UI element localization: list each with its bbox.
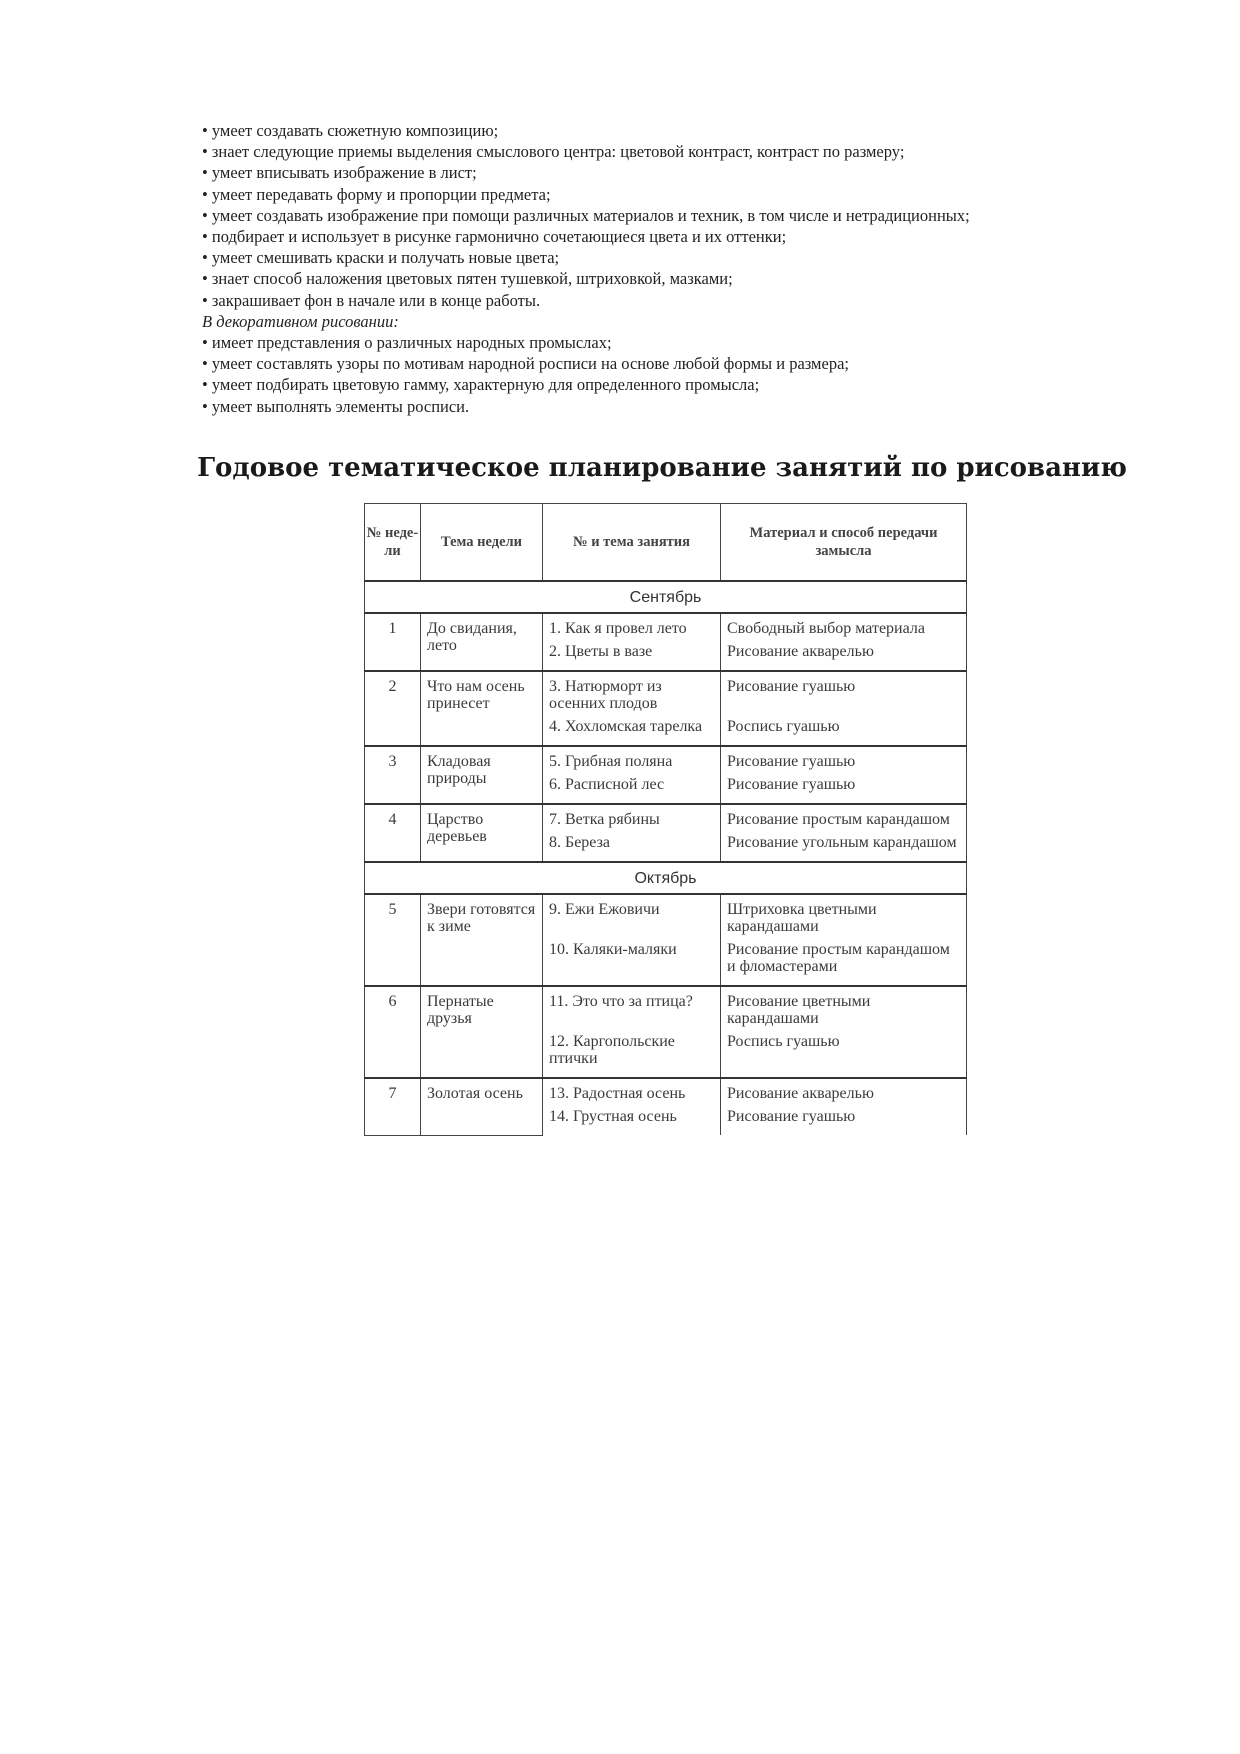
week-theme: Царство деревьев bbox=[421, 804, 543, 862]
week-number: 2 bbox=[365, 671, 421, 746]
lesson-material: Рисование акварелью bbox=[721, 1078, 967, 1104]
month-label: Октябрь bbox=[365, 862, 967, 894]
month-row bbox=[365, 862, 967, 894]
lesson-material: Рисование гуашью bbox=[721, 746, 967, 772]
skills-list bbox=[178, 120, 1151, 417]
lesson-title: 10. Каляки-маляки bbox=[543, 937, 721, 986]
month-row bbox=[365, 581, 967, 613]
list-item: • имеет представления о различных народных промыслах; bbox=[202, 333, 612, 353]
lesson-material: Штриховка цветными карандашами bbox=[721, 894, 967, 937]
lesson-material: Свободный выбор материала bbox=[721, 613, 967, 639]
lesson-title: 2. Цветы в вазе bbox=[543, 639, 721, 671]
lesson-material: Рисование простым карандашом bbox=[721, 804, 967, 830]
week-theme: Звери готовятся к зиме bbox=[421, 894, 543, 986]
lesson-title: 4. Хохломская тарелка bbox=[543, 714, 721, 746]
week-theme: Кладовая природы bbox=[421, 746, 543, 804]
header-lesson: № и тема занятия bbox=[543, 504, 721, 582]
lesson-title: 3. Натюрморт из осенних плодов bbox=[543, 671, 721, 714]
header-week-theme: Тема недели bbox=[421, 504, 543, 582]
list-item: • закрашивает фон в начале или в конце работы. bbox=[202, 290, 541, 310]
table-row bbox=[365, 894, 967, 937]
lesson-material: Рисование акварелью bbox=[721, 639, 967, 671]
page-title: Годовое тематическое планирование занятий по рисованию bbox=[197, 453, 1127, 483]
table-row bbox=[365, 613, 967, 639]
table-row bbox=[365, 671, 967, 714]
lesson-title: 5. Грибная поляна bbox=[543, 746, 721, 772]
lesson-material: Роспись гуашью bbox=[721, 1029, 967, 1078]
lesson-title: 6. Расписной лес bbox=[543, 772, 721, 804]
lesson-title: 1. Как я провел лето bbox=[543, 613, 721, 639]
lesson-title: 14. Грустная осень bbox=[543, 1104, 721, 1135]
lesson-title: 11. Это что за птица? bbox=[543, 986, 721, 1029]
list-item: • умеет передавать форму и пропорции предмета; bbox=[202, 184, 551, 204]
list-item: • подбирает и использует в рисунке гармонично сочетающиеся цвета и их оттенки; bbox=[202, 227, 787, 247]
lesson-material: Роспись гуашью bbox=[721, 714, 967, 746]
lesson-material: Рисование гуашью bbox=[721, 671, 967, 714]
lesson-material: Рисование гуашью bbox=[721, 1104, 967, 1135]
week-theme: До свидания, лето bbox=[421, 613, 543, 671]
lesson-material: Рисование простым карандашом и фломастерами bbox=[721, 937, 967, 986]
week-theme: Пернатые друзья bbox=[421, 986, 543, 1078]
week-number: 1 bbox=[365, 613, 421, 671]
lesson-material: Рисование угольным карандашом bbox=[721, 830, 967, 862]
lesson-title: 9. Ежи Ежовичи bbox=[543, 894, 721, 937]
table-row bbox=[365, 746, 967, 772]
week-number: 6 bbox=[365, 986, 421, 1078]
week-theme: Золотая осень bbox=[421, 1078, 543, 1135]
list-item: • умеет выполнять элементы росписи. bbox=[202, 396, 470, 416]
list-item: • умеет вписывать изображение в лист; bbox=[202, 163, 477, 183]
header-material: Материал и способ передачи замысла bbox=[721, 504, 967, 582]
header-week-number: № неде-ли bbox=[365, 504, 421, 582]
week-number: 5 bbox=[365, 894, 421, 986]
month-label: Сентябрь bbox=[365, 581, 967, 613]
list-item: • умеет подбирать цветовую гамму, характерную для определенного промысла; bbox=[202, 375, 760, 395]
lesson-title: 8. Береза bbox=[543, 830, 721, 862]
table-row bbox=[365, 1078, 967, 1104]
lesson-title: 12. Каргопольские птички bbox=[543, 1029, 721, 1078]
lesson-material: Рисование цветными карандашами bbox=[721, 986, 967, 1029]
section-subheading: В декоративном рисовании: bbox=[202, 311, 399, 331]
list-item: • умеет создавать сюжетную композицию; bbox=[202, 121, 499, 140]
table-row bbox=[365, 804, 967, 830]
week-number: 4 bbox=[365, 804, 421, 862]
week-number: 3 bbox=[365, 746, 421, 804]
lesson-title: 13. Радостная осень bbox=[543, 1078, 721, 1104]
week-theme: Что нам осень принесет bbox=[421, 671, 543, 746]
lesson-material: Рисование гуашью bbox=[721, 772, 967, 804]
list-item: • знает способ наложения цветовых пятен тушевкой, штриховкой, мазками; bbox=[202, 269, 733, 289]
list-item: • знает следующие приемы выделения смыслового центра: цветовой контраст, контраст по размеру; bbox=[202, 142, 905, 162]
table-row bbox=[365, 986, 967, 1029]
list-item: • умеет смешивать краски и получать новые цвета; bbox=[202, 248, 560, 268]
list-item: • умеет создавать изображение при помощи различных материалов и техник, в том числе и нетрадиционных; bbox=[202, 205, 970, 225]
table-header-row bbox=[365, 504, 967, 582]
week-number: 7 bbox=[365, 1078, 421, 1135]
planning-table bbox=[364, 503, 967, 1136]
list-item: • умеет составлять узоры по мотивам народной росписи на основе любой формы и размера; bbox=[202, 354, 849, 374]
lesson-title: 7. Ветка рябины bbox=[543, 804, 721, 830]
